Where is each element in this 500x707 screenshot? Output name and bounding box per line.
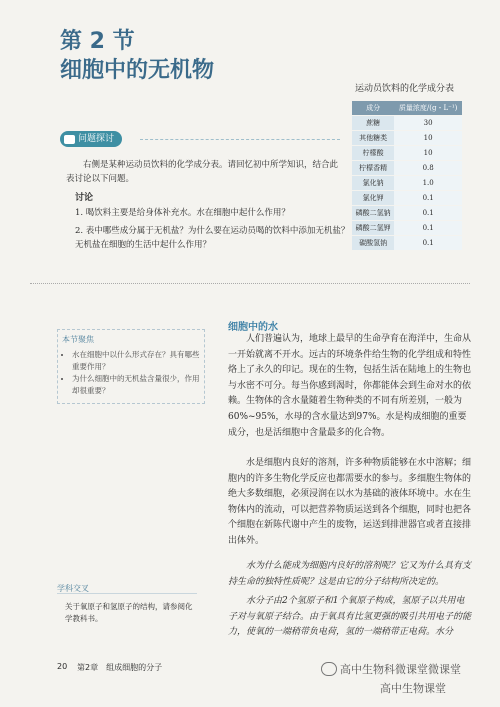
- table-row: [352, 236, 462, 251]
- chat-icon: [64, 135, 75, 144]
- table-cell: 柠檬香精: [352, 161, 394, 176]
- table-cell: 磷酸二氢钾: [352, 221, 394, 236]
- table-header-row: [352, 101, 462, 116]
- table-row: [352, 116, 462, 131]
- table-row: [352, 146, 462, 161]
- divider: [140, 139, 340, 140]
- table-row: [352, 176, 462, 191]
- discussion-list: [75, 206, 350, 256]
- watermark-text: 高中生物课堂: [380, 682, 446, 695]
- table-cell: 0.1: [394, 221, 462, 236]
- composition-table: [352, 101, 462, 250]
- focus-title: 本节聚焦: [62, 335, 94, 344]
- focus-item: • 水在细胞中以什么形式存在？具有哪些重要作用？: [72, 349, 200, 373]
- table-cell: 0.8: [394, 161, 462, 176]
- table-row: [352, 221, 462, 236]
- wechat-icon: [321, 662, 337, 676]
- table-cell: 30: [394, 116, 462, 131]
- table-cell: 1.0: [394, 176, 462, 191]
- body-paragraph: 水为什么能成为细胞内良好的溶剂呢？它又为什么具有支持生命的独特性质呢？这是由它的分子结构所决定的。: [228, 561, 472, 587]
- focus-box: [57, 329, 205, 404]
- table-cell: 磷酸二氢钠: [352, 206, 394, 221]
- table-cell: 氯化钠: [352, 176, 394, 191]
- body-paragraph: 人们普遍认为，地球上最早的生命孕育在海洋中，生命从一开始就离不开水。远古的环境条件给生物的化学组成和特性烙上了永久的印记。现在的生物，包括生活在陆地上的生物也与水密不可分。每当你感到渴时，你都能体会到生命对水的依赖。生物体的含水量随着生物种类的不同有所差别，一般为60%~95%，水母的含水量达到97%。水是构成细胞的重要成分，也是活细胞中含量最多的化合物。: [228, 334, 472, 438]
- table-cell: 其他糖类: [352, 131, 394, 146]
- table-caption: 运动员饮料的化学成分表: [355, 84, 455, 94]
- table-cell: 蔗糖: [352, 116, 394, 131]
- table-row: [352, 161, 462, 176]
- table-header-cell: 成分: [352, 101, 394, 116]
- table-cell: 碳酸氢钠: [352, 236, 394, 251]
- body-paragraph: 水分子由2个氢原子和1个氧原子构成，氢原子以共用电子对与氧原子结合。由于氧具有比氢更强的吸引共用电子的能力，使氧的一端稍带负电荷，氢的一端稍带正电荷。水分: [228, 596, 472, 638]
- table-row: [352, 131, 462, 146]
- divider: [57, 593, 197, 594]
- section-number: 第 2 节: [60, 29, 135, 54]
- discussion-item: 1. 喝饮料主要是给身体补充水。水在细胞中起什么作用？: [75, 208, 290, 218]
- problem-badge: [60, 131, 122, 147]
- problem-text: 右侧是某种运动员饮料的化学成分表。请回忆初中所学知识，结合此表讨论以下问题。: [66, 160, 339, 184]
- table-cell: 柠檬酸: [352, 146, 394, 161]
- table-cell: 0.1: [394, 236, 462, 251]
- discussion-item: 2. 表中哪些成分属于无机盐？为什么要在运动员喝的饮料中添加无机盐？无机盐在细胞的生活中起什么作用？: [75, 226, 350, 250]
- table-row: [352, 206, 462, 221]
- table-cell: 0.1: [394, 191, 462, 206]
- focus-item: • 为什么细胞中的无机盐含量很少，作用却很重要？: [72, 373, 200, 397]
- body-paragraph: 水是细胞内良好的溶剂，许多种物质能够在水中溶解；细胞内的许多生物化学反应也都需要水的参与。多细胞生物体的绝大多数细胞，必须浸润在以水为基础的液体环境中。水在生物体内的流动，可以把营养物质运送到各个细胞，同时也把各个细胞在新陈代谢中产生的废物，运送到排泄器官或者直接排出体外。: [228, 458, 472, 546]
- cross-subject-text: 关于氧原子和氢原子的结构，请参阅化学教科书。: [65, 602, 193, 623]
- table-cell: 0.1: [394, 206, 462, 221]
- table-row: [352, 191, 462, 206]
- problem-badge-label: 问题探讨: [78, 134, 115, 144]
- table-cell: 氯化钾: [352, 191, 394, 206]
- watermark-text: 高中生物科微课堂微课堂: [340, 663, 461, 676]
- main-heading: 细胞中的水: [228, 322, 278, 333]
- chapter-label: 第2章 组成细胞的分子: [77, 663, 163, 672]
- section-separator: [30, 283, 470, 284]
- page-number: 20: [57, 662, 68, 671]
- table-cell: 10: [394, 146, 462, 161]
- table-cell: 10: [394, 131, 462, 146]
- cross-subject-title: 学科交叉: [57, 584, 89, 593]
- table-header-cell: 质量浓度/(g・L⁻¹): [394, 101, 462, 116]
- section-title: 细胞中的无机物: [60, 58, 215, 83]
- discussion-heading: 讨论: [75, 193, 94, 203]
